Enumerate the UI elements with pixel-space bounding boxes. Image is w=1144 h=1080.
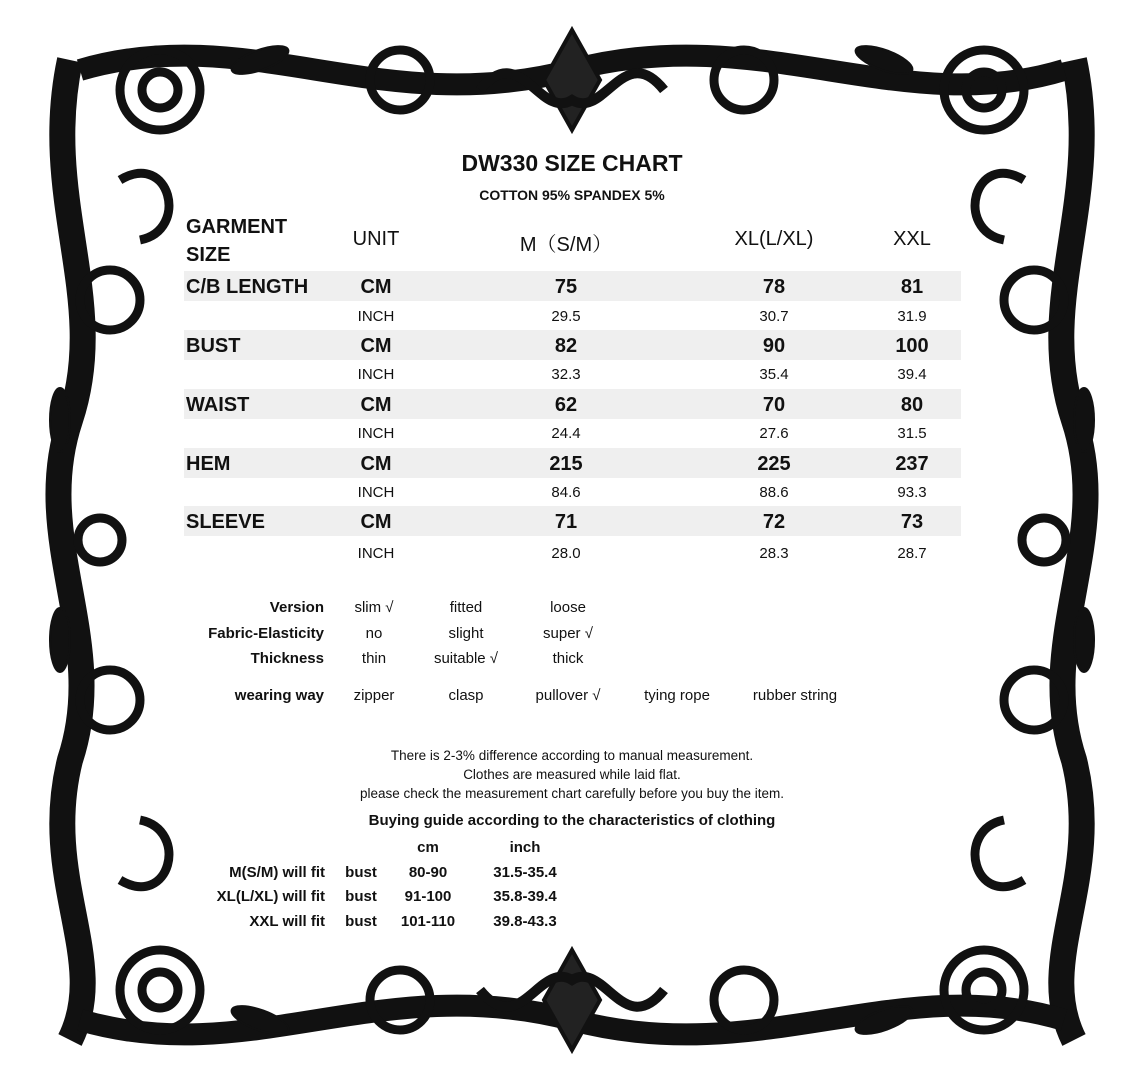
guide-inch: 31.5-35.4 xyxy=(493,864,557,881)
value-xxl: 28.7 xyxy=(897,545,927,562)
attr-option: thick xyxy=(552,650,584,667)
guide-cm: 80-90 xyxy=(408,864,448,881)
guide-size: XXL will fit xyxy=(249,913,325,930)
attr-option: rubber string xyxy=(752,687,838,704)
value-xxl: 237 xyxy=(895,453,929,475)
attr-option: suitable √ xyxy=(433,650,499,667)
attr-label-version: Version xyxy=(269,599,324,616)
value-xl: 28.3 xyxy=(759,545,789,562)
value-m: 84.6 xyxy=(551,484,581,501)
value-m: 82 xyxy=(554,335,578,357)
value-xl: 72 xyxy=(762,511,786,533)
table-row-cb-length-cm xyxy=(184,272,961,302)
value-xxl: 73 xyxy=(900,511,924,533)
value-xl: 27.6 xyxy=(759,425,789,442)
value-xl: 78 xyxy=(762,276,786,298)
value-xxl: 93.3 xyxy=(897,484,927,501)
attr-option: super √ xyxy=(543,625,593,642)
value-m: 32.3 xyxy=(551,366,581,383)
value-m: 75 xyxy=(554,276,578,298)
value-xl: 70 xyxy=(762,394,786,416)
attr-label-wearing-way: wearing way xyxy=(234,687,324,704)
value-m: 215 xyxy=(549,453,583,475)
value-xl: 88.6 xyxy=(759,484,789,501)
table-row-bust-inch xyxy=(184,360,961,390)
header-unit: UNIT xyxy=(352,228,400,250)
header-size-xl: XL(L/XL) xyxy=(734,228,814,250)
attr-option: clasp xyxy=(448,687,484,704)
value-xxl: 100 xyxy=(895,335,929,357)
unit-cm: CM xyxy=(360,394,392,416)
row-label: SLEEVE xyxy=(186,511,265,533)
attr-option: tying rope xyxy=(644,687,710,704)
guide-inch: 39.8-43.3 xyxy=(493,913,557,930)
attr-option: fitted xyxy=(449,599,483,616)
chart-title: DW330 SIZE CHART xyxy=(461,150,683,176)
note-line: There is 2-3% difference according to manual measurement. xyxy=(390,748,754,763)
unit-inch: INCH xyxy=(357,308,395,325)
guide-inch: 35.8-39.4 xyxy=(493,888,557,905)
row-label: BUST xyxy=(186,335,241,357)
value-m: 28.0 xyxy=(551,545,581,562)
value-m: 71 xyxy=(554,511,578,533)
guide-header-cm: cm xyxy=(417,839,439,856)
guide-cm: 91-100 xyxy=(404,888,452,905)
buying-guide-title: Buying guide according to the characteristics of clothing xyxy=(368,812,776,829)
guide-cm: 101-110 xyxy=(400,913,456,930)
guide-part: bust xyxy=(345,864,377,881)
guide-size: XL(L/XL) will fit xyxy=(216,888,325,905)
header-garment-size: GARMENT SIZE xyxy=(186,216,288,266)
value-xl: 30.7 xyxy=(759,308,789,325)
guide-part: bust xyxy=(345,888,377,905)
row-label: WAIST xyxy=(186,394,250,416)
unit-cm: CM xyxy=(360,511,392,533)
unit-inch: INCH xyxy=(357,366,395,383)
attr-option: loose xyxy=(550,599,586,616)
table-row-cb-length-inch xyxy=(184,302,961,332)
value-xl: 35.4 xyxy=(759,366,789,383)
value-xxl: 80 xyxy=(900,394,924,416)
note-line: Clothes are measured while laid flat. xyxy=(463,767,681,782)
table-row-waist-cm xyxy=(184,390,961,420)
table-row-bust-cm xyxy=(184,331,961,361)
row-label: HEM xyxy=(186,453,231,475)
row-label: C/B LENGTH xyxy=(186,276,309,298)
table-row-hem-inch xyxy=(184,478,961,508)
value-xxl: 31.5 xyxy=(897,425,927,442)
table-row-sleeve-cm xyxy=(184,507,961,537)
unit-cm: CM xyxy=(360,335,392,357)
table-row-sleeve-inch xyxy=(184,539,961,569)
table-row-hem-cm xyxy=(184,449,961,479)
guide-part: bust xyxy=(345,913,377,930)
value-m: 29.5 xyxy=(551,308,581,325)
value-m: 24.4 xyxy=(551,425,581,442)
guide-header-inch: inch xyxy=(509,839,541,856)
unit-cm: CM xyxy=(360,453,392,475)
attr-option: pullover √ xyxy=(535,687,601,704)
value-xxl: 31.9 xyxy=(897,308,927,325)
unit-inch: INCH xyxy=(357,545,395,562)
unit-cm: CM xyxy=(360,276,392,298)
table-row-waist-inch xyxy=(184,419,961,449)
attr-option: thin xyxy=(361,650,387,667)
unit-inch: INCH xyxy=(357,425,395,442)
value-xxl: 39.4 xyxy=(897,366,927,383)
attr-option: zipper xyxy=(353,687,395,704)
header-size-xxl: XXL xyxy=(893,228,931,250)
guide-size: M(S/M) will fit xyxy=(229,864,325,881)
material-composition: COTTON 95% SPANDEX 5% xyxy=(479,187,665,203)
note-line: please check the measurement chart carefully before you buy the item. xyxy=(360,786,784,801)
attr-option: slight xyxy=(448,625,484,642)
attr-option: slim √ xyxy=(354,599,394,616)
value-xl: 90 xyxy=(762,335,786,357)
attr-option: no xyxy=(365,625,383,642)
attr-label-thickness: Thickness xyxy=(250,650,324,667)
value-m: 62 xyxy=(554,394,578,416)
attr-label-fabric-elasticity: Fabric-Elasticity xyxy=(208,625,324,642)
value-xxl: 81 xyxy=(900,276,924,298)
header-size-m: M（S/M） xyxy=(519,234,613,256)
unit-inch: INCH xyxy=(357,484,395,501)
value-xl: 225 xyxy=(757,453,791,475)
